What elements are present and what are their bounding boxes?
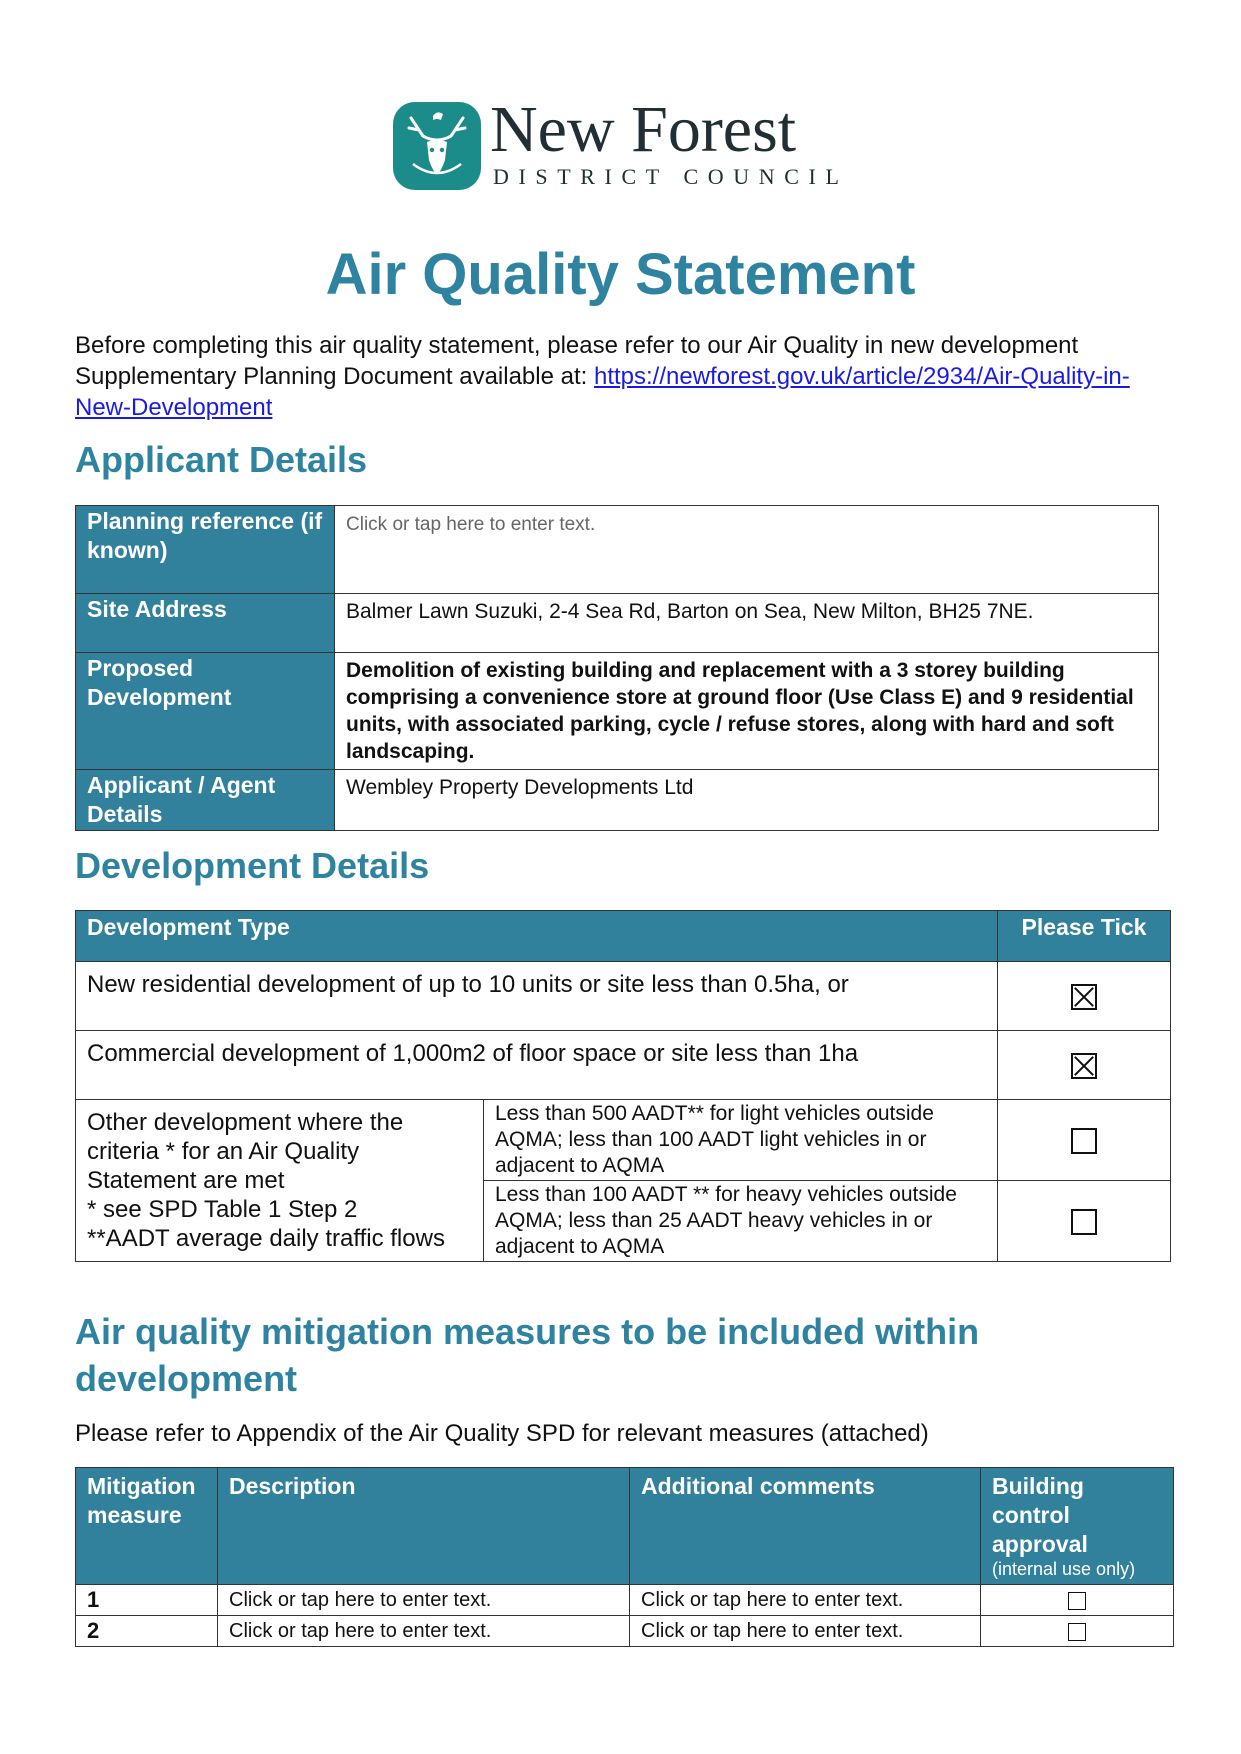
placeholder-text: Click or tap here to enter text. bbox=[346, 514, 596, 535]
development-details-heading: Development Details bbox=[75, 845, 430, 886]
tick-cell bbox=[998, 1031, 1171, 1100]
table-row bbox=[76, 653, 1159, 770]
table-row bbox=[76, 1616, 1174, 1647]
development-details-table bbox=[75, 910, 1171, 1262]
col-header-additional-comments: Additional comments bbox=[630, 1468, 981, 1585]
aadt-note: **AADT average daily traffic flows bbox=[87, 1225, 445, 1252]
row-label: Planning reference (if known) bbox=[76, 506, 335, 594]
row-label: Site Address bbox=[76, 594, 335, 653]
table-row bbox=[76, 962, 1171, 1031]
table-row bbox=[76, 1031, 1171, 1100]
measure-number: 2 bbox=[76, 1616, 218, 1647]
residential-checkbox[interactable] bbox=[1071, 984, 1097, 1010]
intro-text: Before completing this air quality statement, please refer to our Air Quality in new development Supplementary Planning Document available at: bbox=[75, 332, 1079, 390]
appendix-reference-text: Please refer to Appendix of the Air Quality SPD for relevant measures (attached) bbox=[75, 1420, 929, 1447]
col-header-description: Description bbox=[218, 1468, 630, 1585]
tick-cell bbox=[998, 1100, 1171, 1181]
mitigation-heading: Air quality mitigation measures to be included within development bbox=[75, 1311, 980, 1399]
approval-checkbox[interactable] bbox=[1068, 1592, 1086, 1610]
heavy-vehicles-criterion: Less than 100 AADT ** for heavy vehicles outside AQMA; less than 25 AADT heavy vehicles in or adjacent to AQMA bbox=[484, 1181, 998, 1262]
site-address-value: Balmer Lawn Suzuki, 2-4 Sea Rd, Barton on Sea, New Milton, BH25 7NE. bbox=[335, 594, 1159, 653]
comments-field[interactable]: Click or tap here to enter text. bbox=[630, 1616, 981, 1647]
approval-label: Building control approval bbox=[992, 1473, 1088, 1557]
col-header-building-control-approval bbox=[981, 1468, 1174, 1585]
col-header-development-type: Development Type bbox=[76, 911, 998, 962]
intro-paragraph bbox=[75, 330, 1165, 423]
applicant-agent-value: Wembley Property Developments Ltd bbox=[335, 770, 1159, 831]
applicant-details-table bbox=[75, 505, 1159, 831]
table-row bbox=[76, 506, 1159, 594]
tick-cell bbox=[998, 1181, 1171, 1262]
applicant-details-heading: Applicant Details bbox=[75, 439, 368, 480]
row-label: Proposed Development bbox=[76, 653, 335, 770]
page-title: Air Quality Statement bbox=[325, 242, 916, 307]
mitigation-measures-table bbox=[75, 1467, 1174, 1647]
commercial-development-option: Commercial development of 1,000m2 of floor space or site less than 1ha bbox=[76, 1031, 998, 1100]
logo-subtitle: DISTRICT COUNCIL bbox=[493, 164, 849, 189]
planning-reference-field[interactable] bbox=[335, 506, 1159, 594]
proposed-development-value: Demolition of existing building and replacement with a 3 storey building comprising a convenience store at ground floor (Use Class E) and 9 residential units, with associated parking, cycle / refuse stores, along with hard and soft landscaping. bbox=[335, 653, 1159, 770]
table-row bbox=[76, 594, 1159, 653]
logo-name: New Forest bbox=[490, 93, 797, 166]
description-field[interactable]: Click or tap here to enter text. bbox=[218, 1585, 630, 1616]
council-logo bbox=[393, 93, 853, 192]
other-development-option bbox=[76, 1100, 484, 1262]
col-header-mitigation-measure: Mitigation measure bbox=[76, 1468, 218, 1585]
measure-number: 1 bbox=[76, 1585, 218, 1616]
light-vehicles-checkbox[interactable] bbox=[1071, 1128, 1097, 1154]
table-header-row bbox=[76, 911, 1171, 962]
internal-use-note: (internal use only) bbox=[992, 1559, 1136, 1579]
col-header-please-tick: Please Tick bbox=[998, 911, 1171, 962]
commercial-checkbox[interactable] bbox=[1071, 1053, 1097, 1079]
table-row bbox=[76, 1100, 1171, 1181]
approval-checkbox[interactable] bbox=[1068, 1623, 1086, 1641]
stag-head-emblem-icon bbox=[393, 102, 481, 190]
table-row bbox=[76, 770, 1159, 831]
table-header-row bbox=[76, 1468, 1174, 1585]
heavy-vehicles-checkbox[interactable] bbox=[1071, 1209, 1097, 1235]
row-label: Applicant / Agent Details bbox=[76, 770, 335, 831]
other-development-text: Other development where the criteria * for an Air Quality Statement are met bbox=[87, 1109, 404, 1194]
residential-development-option: New residential development of up to 10 units or site less than 0.5ha, or bbox=[76, 962, 998, 1031]
comments-field[interactable]: Click or tap here to enter text. bbox=[630, 1585, 981, 1616]
description-field[interactable]: Click or tap here to enter text. bbox=[218, 1616, 630, 1647]
spd-link[interactable]: https://newforest.gov.uk/article/2934/Air-Quality-in-New-Development bbox=[75, 363, 1130, 421]
tick-cell bbox=[981, 1616, 1174, 1647]
spd-note: * see SPD Table 1 Step 2 bbox=[87, 1196, 358, 1223]
table-row bbox=[76, 1585, 1174, 1616]
tick-cell bbox=[998, 962, 1171, 1031]
light-vehicles-criterion: Less than 500 AADT** for light vehicles outside AQMA; less than 100 AADT light vehicles in or adjacent to AQMA bbox=[484, 1100, 998, 1181]
tick-cell bbox=[981, 1585, 1174, 1616]
